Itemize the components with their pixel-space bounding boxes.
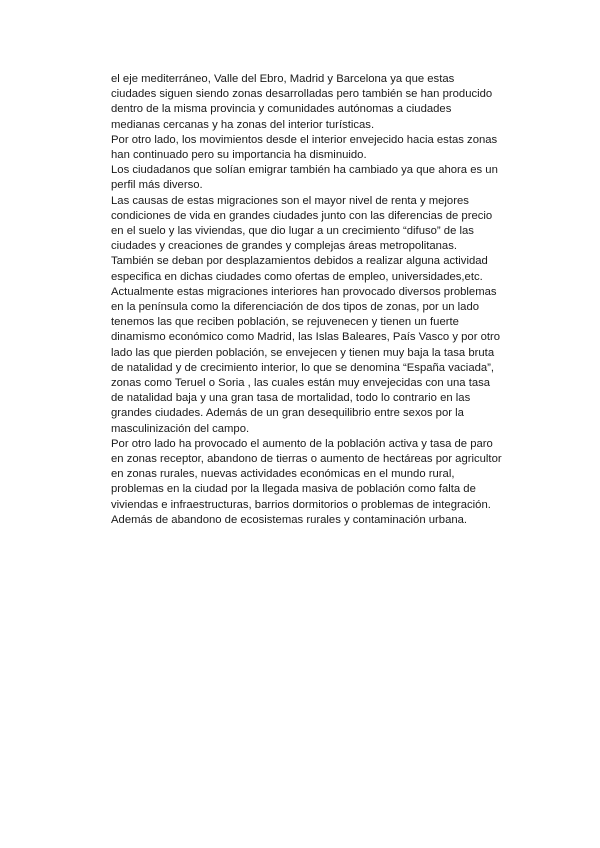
text-line: Además de abandono de ecosistemas rurales y contaminación urbana. <box>111 513 468 526</box>
text-line: dinamismo económico como Madrid, las Islas Baleares, País Vasco y por otro <box>111 331 501 344</box>
text-line: medianas cercanas y ha zonas del interior turísticas. <box>111 118 375 131</box>
text-line: en zonas receptor, abandono de tierras o aumento de hectáreas por agricultor <box>111 453 502 466</box>
text-line: ciudades siguen siendo zonas desarrolladas pero también se han producido <box>111 88 493 101</box>
text-line: condiciones de vida en grandes ciudades junto con las diferencias de precio <box>111 209 493 222</box>
text-line: lado las que pierden población, se envejecen y tienen muy baja la tasa bruta <box>111 346 495 359</box>
text-line: tenemos las que reciben población, se rejuvenecen y tienen un fuerte <box>111 316 459 329</box>
text-line: en zonas rurales, nuevas actividades económicas en el mundo rural, <box>111 468 455 481</box>
text-line: grandes ciudades. Además de un gran desequilibrio entre sexos por la <box>111 407 464 420</box>
text-line: en la península como la diferenciación de dos tipos de zonas, por un lado <box>111 301 480 314</box>
text-line: de natalidad y de crecimiento interior, lo que se denomina “España vaciada”, <box>111 361 495 374</box>
text-line: zonas como Teruel o Soria , las cuales están muy envejecidas con una tasa <box>111 377 491 390</box>
text-line: perfil más diverso. <box>111 179 203 192</box>
text-line: masculinización del campo. <box>111 422 250 435</box>
text-line: ciudades y creaciones de grandes y complejas áreas metropolitanas. <box>111 240 458 253</box>
text-line: dentro de la misma provincia y comunidades autónomas a ciudades <box>111 103 452 116</box>
text-line: el eje mediterráneo, Valle del Ebro, Madrid y Barcelona ya que estas <box>111 73 455 85</box>
text-line: especifica en dichas ciudades como ofertas de empleo, universidades,etc. <box>111 270 483 283</box>
text-line: Los ciudadanos que solían emigrar también ha cambiado ya que ahora es un <box>111 164 498 177</box>
text-line: Actualmente estas migraciones interiores han provocado diversos problemas <box>111 285 497 298</box>
text-line: en el suelo y las viviendas, que dio lugar a un crecimiento “difuso” de las <box>111 225 474 238</box>
text-line: Por otro lado ha provocado el aumento de la población activa y tasa de paro <box>111 437 493 450</box>
text-line: han continuado pero su importancia ha disminuido. <box>111 149 367 162</box>
text-line: Por otro lado, los movimientos desde el interior envejecido hacia estas zonas <box>111 133 498 146</box>
text-line: viviendas e infraestructuras, barrios dormitorios o problemas de integración. <box>111 498 491 511</box>
text-line: Las causas de estas migraciones son el mayor nivel de renta y mejores <box>111 194 469 207</box>
body-text <box>111 72 531 528</box>
text-line: de natalidad baja y una gran tasa de mortalidad, todo lo contrario en las <box>111 392 471 405</box>
text-line: problemas en la ciudad por la llegada masiva de población como falta de <box>111 483 476 496</box>
text-line: También se deban por desplazamientos debidos a realizar alguna actividad <box>111 255 488 268</box>
